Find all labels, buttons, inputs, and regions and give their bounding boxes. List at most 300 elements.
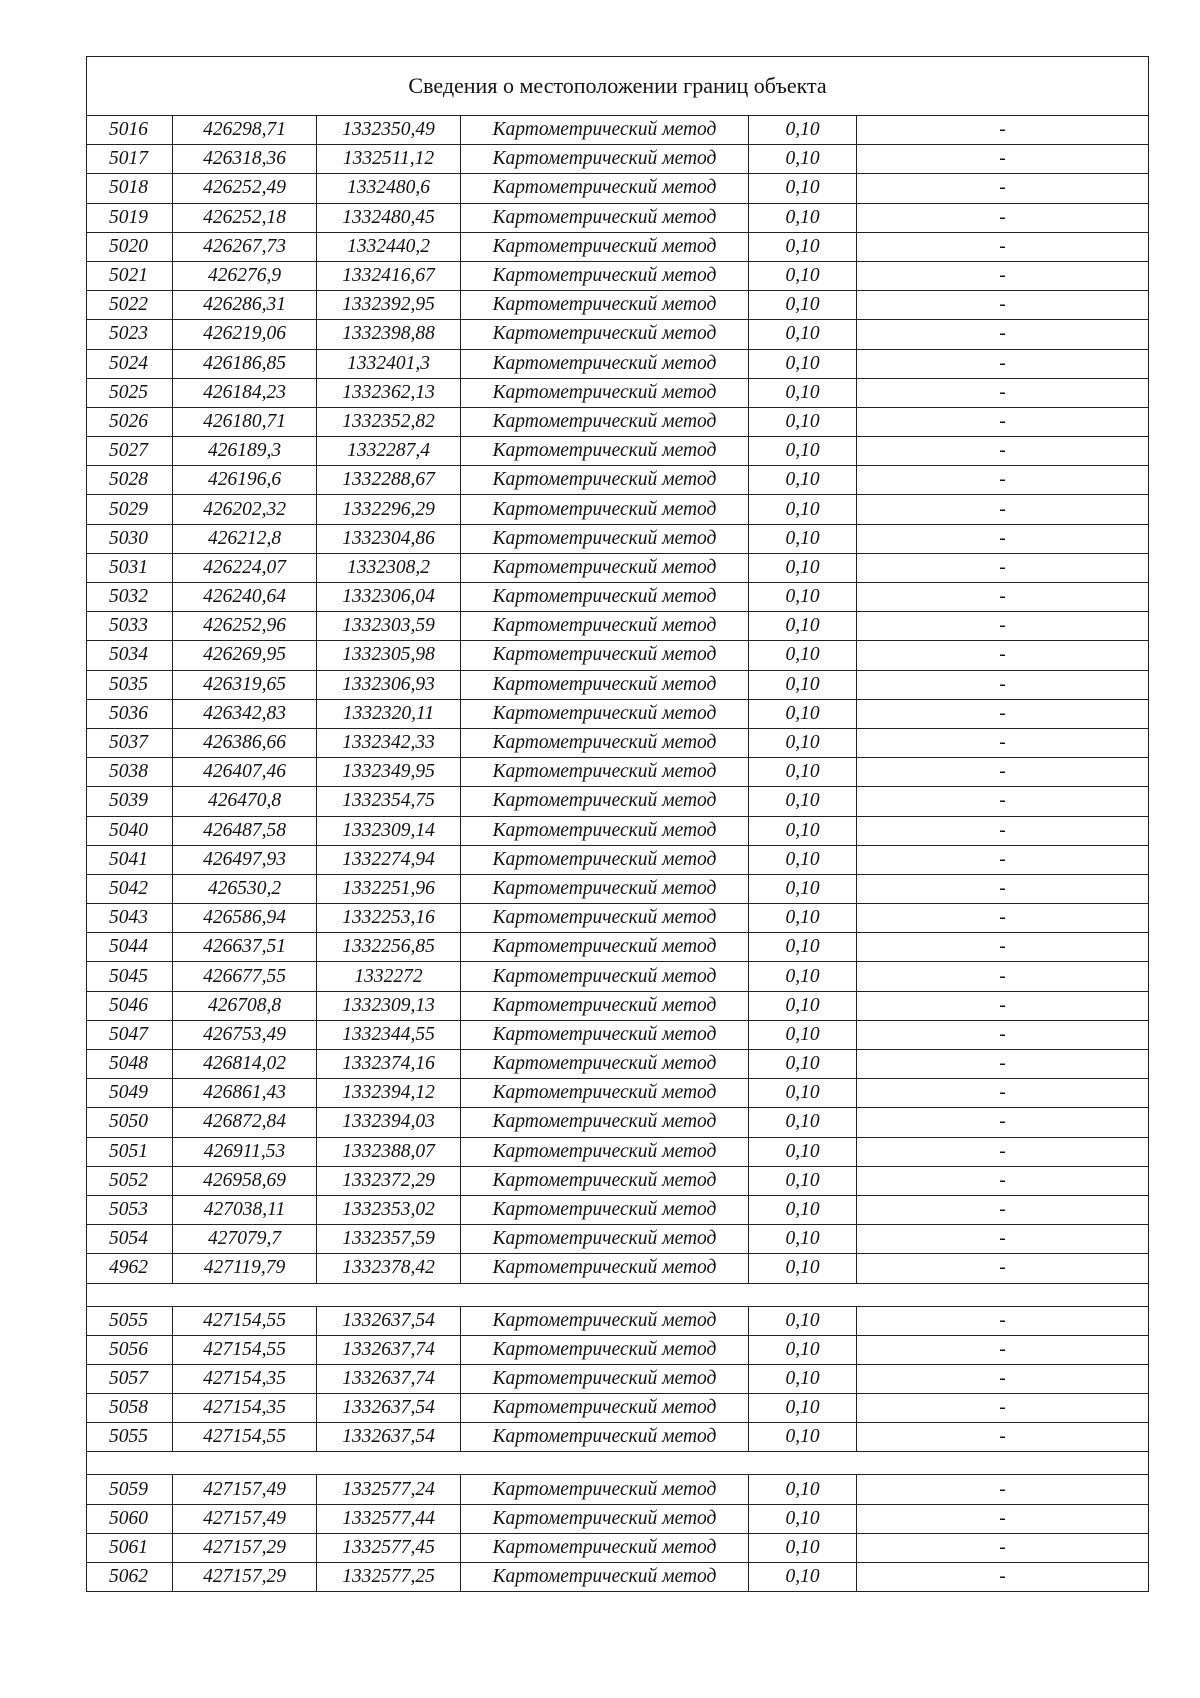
description-cell: - [857, 845, 1149, 874]
description-cell: - [857, 1306, 1149, 1335]
accuracy-cell: 0,10 [749, 845, 857, 874]
coord-y-cell: 1332287,4 [317, 437, 461, 466]
coord-x-cell: 426180,71 [173, 407, 317, 436]
description-cell: - [857, 1504, 1149, 1533]
description-cell: - [857, 349, 1149, 378]
method-cell: Картометрический метод [461, 758, 749, 787]
method-cell: Картометрический метод [461, 670, 749, 699]
coord-x-cell: 426286,31 [173, 291, 317, 320]
point-number-cell: 5049 [87, 1079, 173, 1108]
point-number-cell: 5034 [87, 641, 173, 670]
point-number-cell: 5036 [87, 699, 173, 728]
method-cell: Картометрический метод [461, 991, 749, 1020]
method-cell: Картометрический метод [461, 378, 749, 407]
method-cell: Картометрический метод [461, 816, 749, 845]
coord-x-cell: 427154,55 [173, 1306, 317, 1335]
coord-x-cell: 426212,8 [173, 524, 317, 553]
description-cell: - [857, 816, 1149, 845]
table-row [87, 1335, 1149, 1364]
coord-x-cell: 426407,46 [173, 758, 317, 787]
point-number-cell: 5054 [87, 1225, 173, 1254]
table-row [87, 349, 1149, 378]
coord-y-cell: 1332305,98 [317, 641, 461, 670]
coord-x-cell: 426252,18 [173, 203, 317, 232]
description-cell: - [857, 699, 1149, 728]
coord-y-cell: 1332577,25 [317, 1563, 461, 1592]
coord-x-cell: 426386,66 [173, 728, 317, 757]
coord-y-cell: 1332357,59 [317, 1225, 461, 1254]
table-row [87, 407, 1149, 436]
table-row [87, 291, 1149, 320]
point-number-cell: 5023 [87, 320, 173, 349]
point-number-cell: 5046 [87, 991, 173, 1020]
table-row [87, 437, 1149, 466]
method-cell: Картометрический метод [461, 583, 749, 612]
table-row [87, 1394, 1149, 1423]
description-cell: - [857, 1050, 1149, 1079]
description-cell: - [857, 437, 1149, 466]
coord-x-cell: 426252,96 [173, 612, 317, 641]
coord-x-cell: 426487,58 [173, 816, 317, 845]
table-row [87, 320, 1149, 349]
point-number-cell: 5032 [87, 583, 173, 612]
coord-x-cell: 427154,35 [173, 1364, 317, 1393]
accuracy-cell: 0,10 [749, 1394, 857, 1423]
table-row [87, 1533, 1149, 1562]
coord-y-cell: 1332296,29 [317, 495, 461, 524]
coord-y-cell: 1332577,45 [317, 1533, 461, 1562]
table-row [87, 1475, 1149, 1504]
table-row [87, 145, 1149, 174]
coord-x-cell: 426189,3 [173, 437, 317, 466]
point-number-cell: 5040 [87, 816, 173, 845]
coord-x-cell: 427154,35 [173, 1394, 317, 1423]
description-cell: - [857, 203, 1149, 232]
accuracy-cell: 0,10 [749, 407, 857, 436]
coord-y-cell: 1332416,67 [317, 261, 461, 290]
table-row [87, 1050, 1149, 1079]
table-row [87, 553, 1149, 582]
point-number-cell: 5019 [87, 203, 173, 232]
coord-y-cell: 1332637,54 [317, 1394, 461, 1423]
method-cell: Картометрический метод [461, 1254, 749, 1283]
coord-x-cell: 427157,49 [173, 1475, 317, 1504]
description-cell: - [857, 1225, 1149, 1254]
table-row [87, 1364, 1149, 1393]
method-cell: Картометрический метод [461, 320, 749, 349]
point-number-cell: 5056 [87, 1335, 173, 1364]
point-number-cell: 5059 [87, 1475, 173, 1504]
table-row [87, 1079, 1149, 1108]
coord-y-cell: 1332394,03 [317, 1108, 461, 1137]
description-cell: - [857, 1137, 1149, 1166]
table-row [87, 203, 1149, 232]
method-cell: Картометрический метод [461, 349, 749, 378]
description-cell: - [857, 728, 1149, 757]
method-cell: Картометрический метод [461, 145, 749, 174]
description-cell: - [857, 232, 1149, 261]
coord-x-cell: 426319,65 [173, 670, 317, 699]
point-number-cell: 5027 [87, 437, 173, 466]
method-cell: Картометрический метод [461, 1423, 749, 1452]
point-number-cell: 5017 [87, 145, 173, 174]
coord-x-cell: 426958,69 [173, 1166, 317, 1195]
method-cell: Картометрический метод [461, 612, 749, 641]
coord-y-cell: 1332350,49 [317, 116, 461, 145]
coord-y-cell: 1332372,29 [317, 1166, 461, 1195]
coord-x-cell: 427157,49 [173, 1504, 317, 1533]
boundary-table-body [87, 57, 1149, 1592]
table-row [87, 787, 1149, 816]
coord-x-cell: 426184,23 [173, 378, 317, 407]
accuracy-cell: 0,10 [749, 378, 857, 407]
coord-y-cell: 1332511,12 [317, 145, 461, 174]
point-number-cell: 5031 [87, 553, 173, 582]
method-cell: Картометрический метод [461, 291, 749, 320]
description-cell: - [857, 495, 1149, 524]
separator-cell [87, 1283, 1149, 1306]
accuracy-cell: 0,10 [749, 1423, 857, 1452]
table-row [87, 816, 1149, 845]
coord-x-cell: 426318,36 [173, 145, 317, 174]
method-cell: Картометрический метод [461, 524, 749, 553]
coord-x-cell: 426342,83 [173, 699, 317, 728]
table-row [87, 670, 1149, 699]
accuracy-cell: 0,10 [749, 670, 857, 699]
accuracy-cell: 0,10 [749, 466, 857, 495]
point-number-cell: 5038 [87, 758, 173, 787]
description-cell: - [857, 1195, 1149, 1224]
description-cell: - [857, 612, 1149, 641]
method-cell: Картометрический метод [461, 1364, 749, 1393]
point-number-cell: 5051 [87, 1137, 173, 1166]
coord-x-cell: 427157,29 [173, 1533, 317, 1562]
accuracy-cell: 0,10 [749, 203, 857, 232]
coord-x-cell: 426814,02 [173, 1050, 317, 1079]
table-row [87, 116, 1149, 145]
table-title: Сведения о местоположении границ объекта [87, 57, 1149, 116]
table-row [87, 1254, 1149, 1283]
coord-y-cell: 1332352,82 [317, 407, 461, 436]
table-row [87, 495, 1149, 524]
coord-x-cell: 426298,71 [173, 116, 317, 145]
boundary-table [86, 56, 1149, 1592]
method-cell: Картометрический метод [461, 933, 749, 962]
coord-x-cell: 426186,85 [173, 349, 317, 378]
point-number-cell: 5052 [87, 1166, 173, 1195]
accuracy-cell: 0,10 [749, 1050, 857, 1079]
table-row [87, 1195, 1149, 1224]
method-cell: Картометрический метод [461, 1050, 749, 1079]
accuracy-cell: 0,10 [749, 553, 857, 582]
coord-x-cell: 426196,6 [173, 466, 317, 495]
point-number-cell: 5047 [87, 1020, 173, 1049]
method-cell: Картометрический метод [461, 1394, 749, 1423]
table-row [87, 378, 1149, 407]
description-cell: - [857, 174, 1149, 203]
method-cell: Картометрический метод [461, 1504, 749, 1533]
table-row [87, 845, 1149, 874]
accuracy-cell: 0,10 [749, 641, 857, 670]
table-row [87, 758, 1149, 787]
coord-x-cell: 426252,49 [173, 174, 317, 203]
table-row [87, 466, 1149, 495]
accuracy-cell: 0,10 [749, 991, 857, 1020]
coord-x-cell: 427119,79 [173, 1254, 317, 1283]
description-cell: - [857, 1335, 1149, 1364]
point-number-cell: 5057 [87, 1364, 173, 1393]
description-cell: - [857, 407, 1149, 436]
coord-y-cell: 1332440,2 [317, 232, 461, 261]
accuracy-cell: 0,10 [749, 904, 857, 933]
coord-x-cell: 426276,9 [173, 261, 317, 290]
coord-y-cell: 1332308,2 [317, 553, 461, 582]
coord-y-cell: 1332344,55 [317, 1020, 461, 1049]
accuracy-cell: 0,10 [749, 583, 857, 612]
coord-y-cell: 1332253,16 [317, 904, 461, 933]
description-cell: - [857, 1108, 1149, 1137]
coord-x-cell: 427154,55 [173, 1335, 317, 1364]
description-cell: - [857, 116, 1149, 145]
description-cell: - [857, 145, 1149, 174]
accuracy-cell: 0,10 [749, 1108, 857, 1137]
coord-y-cell: 1332309,13 [317, 991, 461, 1020]
method-cell: Картометрический метод [461, 1475, 749, 1504]
point-number-cell: 5044 [87, 933, 173, 962]
coord-y-cell: 1332480,6 [317, 174, 461, 203]
point-number-cell: 5029 [87, 495, 173, 524]
description-cell: - [857, 583, 1149, 612]
accuracy-cell: 0,10 [749, 1306, 857, 1335]
accuracy-cell: 0,10 [749, 495, 857, 524]
coord-y-cell: 1332256,85 [317, 933, 461, 962]
table-row [87, 612, 1149, 641]
method-cell: Картометрический метод [461, 904, 749, 933]
coord-y-cell: 1332378,42 [317, 1254, 461, 1283]
coord-x-cell: 426202,32 [173, 495, 317, 524]
coord-x-cell: 426872,84 [173, 1108, 317, 1137]
description-cell: - [857, 933, 1149, 962]
coord-y-cell: 1332637,54 [317, 1423, 461, 1452]
accuracy-cell: 0,10 [749, 1533, 857, 1562]
description-cell: - [857, 1394, 1149, 1423]
table-row [87, 1306, 1149, 1335]
table-row [87, 1137, 1149, 1166]
description-cell: - [857, 1475, 1149, 1504]
method-cell: Картометрический метод [461, 232, 749, 261]
description-cell: - [857, 261, 1149, 290]
table-row [87, 583, 1149, 612]
point-number-cell: 5018 [87, 174, 173, 203]
coord-y-cell: 1332274,94 [317, 845, 461, 874]
coord-y-cell: 1332342,33 [317, 728, 461, 757]
coord-y-cell: 1332394,12 [317, 1079, 461, 1108]
description-cell: - [857, 524, 1149, 553]
accuracy-cell: 0,10 [749, 291, 857, 320]
accuracy-cell: 0,10 [749, 524, 857, 553]
accuracy-cell: 0,10 [749, 728, 857, 757]
accuracy-cell: 0,10 [749, 758, 857, 787]
coord-x-cell: 426269,95 [173, 641, 317, 670]
table-row [87, 261, 1149, 290]
accuracy-cell: 0,10 [749, 699, 857, 728]
table-row [87, 962, 1149, 991]
point-number-cell: 5061 [87, 1533, 173, 1562]
coord-y-cell: 1332320,11 [317, 699, 461, 728]
table-row [87, 1020, 1149, 1049]
coord-x-cell: 427038,11 [173, 1195, 317, 1224]
point-number-cell: 5021 [87, 261, 173, 290]
coord-x-cell: 426497,93 [173, 845, 317, 874]
table-row [87, 232, 1149, 261]
point-number-cell: 5039 [87, 787, 173, 816]
accuracy-cell: 0,10 [749, 1475, 857, 1504]
point-number-cell: 5033 [87, 612, 173, 641]
accuracy-cell: 0,10 [749, 1137, 857, 1166]
method-cell: Картометрический метод [461, 553, 749, 582]
description-cell: - [857, 1563, 1149, 1592]
accuracy-cell: 0,10 [749, 1364, 857, 1393]
table-row [87, 699, 1149, 728]
point-number-cell: 5025 [87, 378, 173, 407]
coord-x-cell: 426219,06 [173, 320, 317, 349]
point-number-cell: 4962 [87, 1254, 173, 1283]
method-cell: Картометрический метод [461, 1306, 749, 1335]
table-row [87, 1563, 1149, 1592]
table-row [87, 1423, 1149, 1452]
method-cell: Картометрический метод [461, 407, 749, 436]
point-number-cell: 5053 [87, 1195, 173, 1224]
method-cell: Картометрический метод [461, 1137, 749, 1166]
accuracy-cell: 0,10 [749, 232, 857, 261]
method-cell: Картометрический метод [461, 1020, 749, 1049]
table-row [87, 1225, 1149, 1254]
accuracy-cell: 0,10 [749, 437, 857, 466]
description-cell: - [857, 904, 1149, 933]
accuracy-cell: 0,10 [749, 962, 857, 991]
accuracy-cell: 0,10 [749, 174, 857, 203]
point-number-cell: 5045 [87, 962, 173, 991]
method-cell: Картометрический метод [461, 1108, 749, 1137]
method-cell: Картометрический метод [461, 466, 749, 495]
section-separator [87, 1283, 1149, 1306]
table-row [87, 991, 1149, 1020]
accuracy-cell: 0,10 [749, 612, 857, 641]
point-number-cell: 5030 [87, 524, 173, 553]
accuracy-cell: 0,10 [749, 1195, 857, 1224]
coord-x-cell: 426586,94 [173, 904, 317, 933]
coord-x-cell: 426708,8 [173, 991, 317, 1020]
description-cell: - [857, 378, 1149, 407]
coord-x-cell: 426861,43 [173, 1079, 317, 1108]
method-cell: Картометрический метод [461, 437, 749, 466]
point-number-cell: 5028 [87, 466, 173, 495]
point-number-cell: 5050 [87, 1108, 173, 1137]
method-cell: Картометрический метод [461, 962, 749, 991]
point-number-cell: 5024 [87, 349, 173, 378]
table-row [87, 1504, 1149, 1533]
point-number-cell: 5055 [87, 1306, 173, 1335]
accuracy-cell: 0,10 [749, 261, 857, 290]
point-number-cell: 5020 [87, 232, 173, 261]
coord-y-cell: 1332577,44 [317, 1504, 461, 1533]
accuracy-cell: 0,10 [749, 874, 857, 903]
description-cell: - [857, 1533, 1149, 1562]
coord-y-cell: 1332303,59 [317, 612, 461, 641]
point-number-cell: 5055 [87, 1423, 173, 1452]
description-cell: - [857, 641, 1149, 670]
coord-y-cell: 1332272 [317, 962, 461, 991]
accuracy-cell: 0,10 [749, 1563, 857, 1592]
method-cell: Картометрический метод [461, 1225, 749, 1254]
coord-y-cell: 1332251,96 [317, 874, 461, 903]
method-cell: Картометрический метод [461, 174, 749, 203]
table-row [87, 904, 1149, 933]
table-row [87, 933, 1149, 962]
coord-x-cell: 426637,51 [173, 933, 317, 962]
description-cell: - [857, 1166, 1149, 1195]
coord-y-cell: 1332354,75 [317, 787, 461, 816]
description-cell: - [857, 320, 1149, 349]
description-cell: - [857, 991, 1149, 1020]
coord-y-cell: 1332398,88 [317, 320, 461, 349]
description-cell: - [857, 291, 1149, 320]
table-row [87, 728, 1149, 757]
description-cell: - [857, 1364, 1149, 1393]
method-cell: Картометрический метод [461, 495, 749, 524]
point-number-cell: 5062 [87, 1563, 173, 1592]
description-cell: - [857, 670, 1149, 699]
accuracy-cell: 0,10 [749, 320, 857, 349]
accuracy-cell: 0,10 [749, 116, 857, 145]
coord-x-cell: 426470,8 [173, 787, 317, 816]
method-cell: Картометрический метод [461, 1195, 749, 1224]
coord-x-cell: 426677,55 [173, 962, 317, 991]
accuracy-cell: 0,10 [749, 349, 857, 378]
coord-y-cell: 1332637,74 [317, 1335, 461, 1364]
coord-y-cell: 1332304,86 [317, 524, 461, 553]
coord-x-cell: 426753,49 [173, 1020, 317, 1049]
point-number-cell: 5016 [87, 116, 173, 145]
section-separator [87, 1452, 1149, 1475]
coord-y-cell: 1332637,74 [317, 1364, 461, 1393]
description-cell: - [857, 1020, 1149, 1049]
table-row [87, 874, 1149, 903]
point-number-cell: 5060 [87, 1504, 173, 1533]
accuracy-cell: 0,10 [749, 1020, 857, 1049]
description-cell: - [857, 962, 1149, 991]
method-cell: Картометрический метод [461, 845, 749, 874]
point-number-cell: 5043 [87, 904, 173, 933]
table-row [87, 174, 1149, 203]
point-number-cell: 5035 [87, 670, 173, 699]
coord-y-cell: 1332480,45 [317, 203, 461, 232]
method-cell: Картометрический метод [461, 641, 749, 670]
coord-x-cell: 426240,64 [173, 583, 317, 612]
table-row [87, 1108, 1149, 1137]
method-cell: Картометрический метод [461, 203, 749, 232]
description-cell: - [857, 553, 1149, 582]
coord-y-cell: 1332306,93 [317, 670, 461, 699]
accuracy-cell: 0,10 [749, 1504, 857, 1533]
coord-y-cell: 1332349,95 [317, 758, 461, 787]
coord-y-cell: 1332362,13 [317, 378, 461, 407]
coord-y-cell: 1332374,16 [317, 1050, 461, 1079]
description-cell: - [857, 874, 1149, 903]
description-cell: - [857, 1254, 1149, 1283]
coord-x-cell: 427079,7 [173, 1225, 317, 1254]
coord-x-cell: 426224,07 [173, 553, 317, 582]
